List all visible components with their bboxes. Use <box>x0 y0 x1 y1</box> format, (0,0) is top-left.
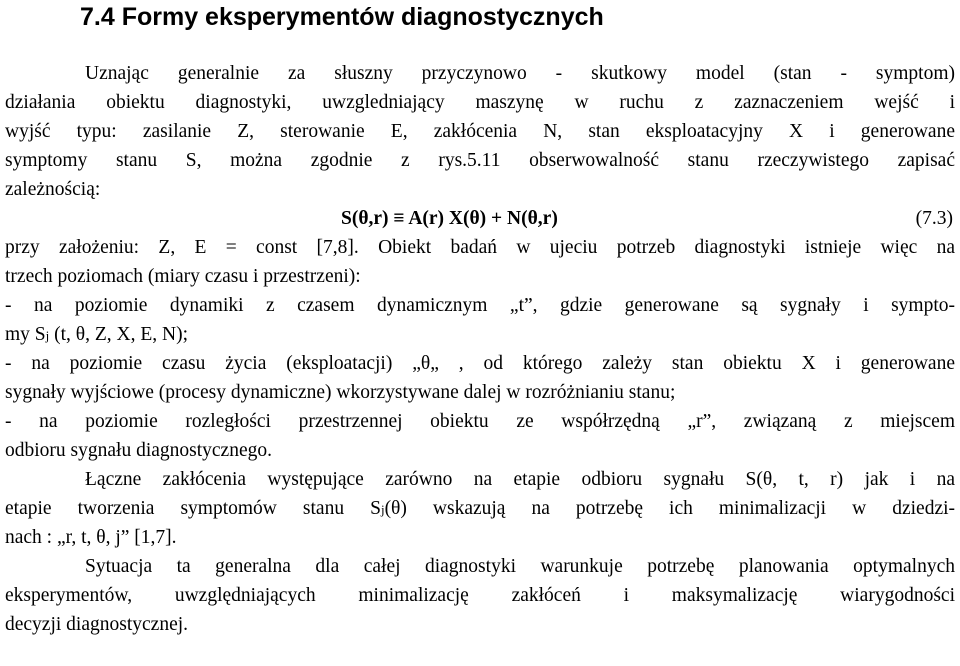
paragraph-2-line-6: sygnały wyjściowe (procesy dynamiczne) wkorzystywane dalej w rozróżnianiu stanu; <box>5 382 676 403</box>
paragraph-1-line-1: Uznając generalnie za słuszny przyczynowo - skutkowy model (stan - symptom) <box>85 63 955 84</box>
paragraph-1-line-3: wyjść typu: zasilanie Z, sterowanie E, zakłócenia N, stan eksploatacyjny X i generowane <box>5 121 955 142</box>
subscript-j: j <box>45 328 50 343</box>
equation-block <box>5 204 955 233</box>
paragraph-1-line-5: zależnością: <box>5 179 101 200</box>
paragraph-1-line-2: działania obiektu diagnostyki, uwzgledniający maszynę w ruchu z zaznaczeniem wejść i <box>5 92 955 113</box>
paragraph-3-line-2-start: etapie tworzenia symptomów stanu S <box>5 498 381 519</box>
paragraph-2-line-8: odbioru sygnału diagnostycznego. <box>5 440 272 461</box>
paragraph-2-line-2: trzech poziomach (miary czasu i przestrzeni): <box>5 266 361 287</box>
paragraph-2-line-1: przy założeniu: Z, E = const [7,8]. Obiekt badań w ujeciu potrzeb diagnostyki istnieje więc na <box>5 237 955 258</box>
section-heading: 7.4 Formy eksperymentów diagnostycznych <box>80 3 604 31</box>
paragraph-2-line-4-end: (t, θ, Z, X, E, N); <box>49 324 189 345</box>
equation: S(θ,r) ≡ A(r) X(θ) + N(θ,r) <box>341 208 558 229</box>
paragraph-1 <box>5 59 955 204</box>
paragraph-2-line-4 <box>5 320 955 349</box>
paragraph-4-line-1: Sytuacja ta generalna dla całej diagnostyki warunkuje potrzebę planowania optymalnych <box>85 556 955 577</box>
paragraph-2 <box>5 233 955 465</box>
paragraph-4 <box>5 552 955 639</box>
equation-number: (7.3) <box>915 208 953 229</box>
paragraph-2-line-3: - na poziomie dynamiki z czasem dynamicznym „t”, gdzie generowane są sygnały i sympto- <box>5 295 955 316</box>
paragraph-4-line-3: decyzji diagnostycznej. <box>5 614 189 635</box>
paragraph-2-line-4-start: my S <box>5 324 46 345</box>
paragraph-2-line-7: - na poziomie rozległości przestrzennej obiektu ze współrzędną „r”, związaną z miejscem <box>5 411 955 432</box>
document-body <box>5 59 955 639</box>
paragraph-3-line-3: nach : „r, t, θ, j” [1,7]. <box>5 527 177 548</box>
paragraph-3-line-1: Łączne zakłócenia występujące zarówno na etapie odbioru sygnału S(θ, t, r) jak i na <box>85 469 955 490</box>
paragraph-3 <box>5 465 955 552</box>
paragraph-3-line-2-end: (θ) wskazują na potrzebę ich minimalizacji w dziedzi- <box>384 498 955 519</box>
paragraph-2-line-5: - na poziomie czasu życia (eksploatacji) „θ„ , od którego zależy stan obiektu X i generowane <box>5 353 955 374</box>
subscript-j: j <box>380 502 385 517</box>
paragraph-3-line-2 <box>5 494 955 523</box>
paragraph-4-line-2: eksperymentów, uwzględniających minimalizację zakłóceń i maksymalizację wiarygodności <box>5 585 955 606</box>
paragraph-1-line-4: symptomy stanu S, można zgodnie z rys.5.11 obserwowalność stanu rzeczywistego zapisać <box>5 150 955 171</box>
